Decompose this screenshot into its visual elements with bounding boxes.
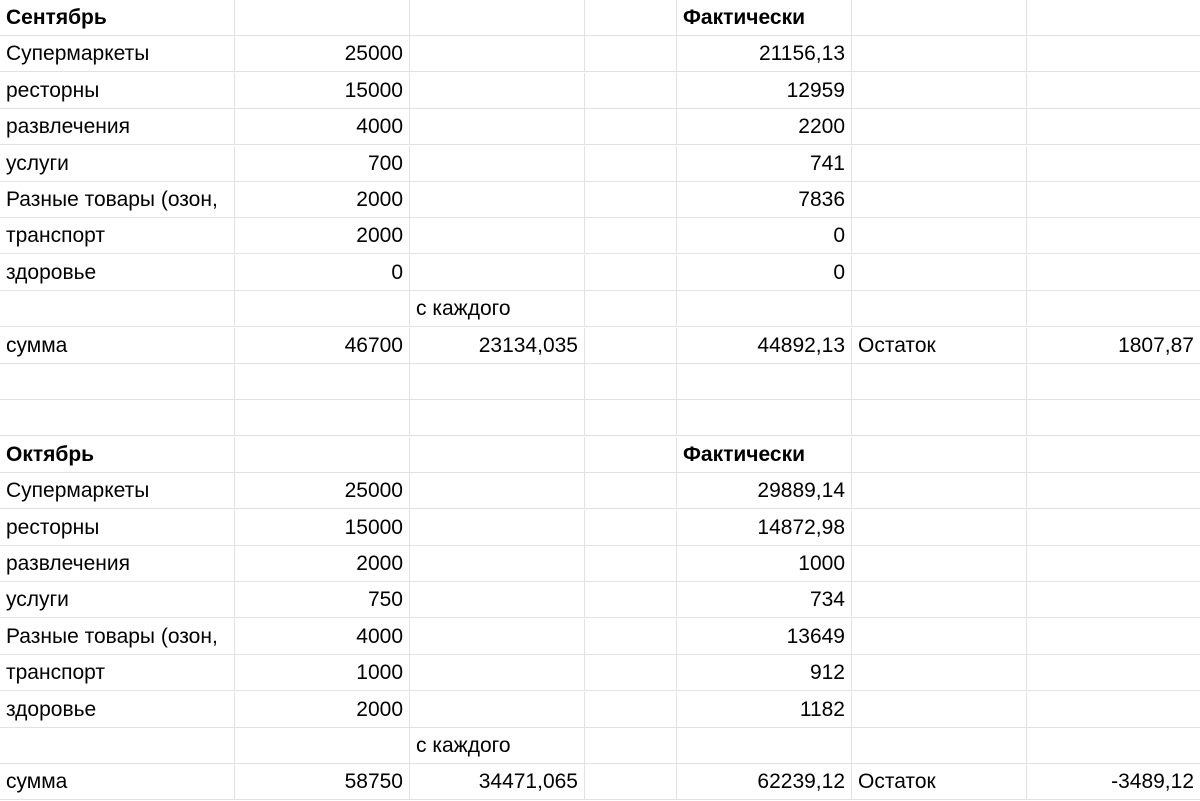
cell[interactable]: [0, 400, 235, 436]
cell[interactable]: [852, 546, 1027, 582]
plan-cell[interactable]: 1000: [235, 655, 410, 691]
cell[interactable]: [410, 692, 585, 728]
sheet-row: [0, 400, 1200, 437]
cell[interactable]: [852, 582, 1027, 618]
cell[interactable]: [585, 619, 677, 655]
sheet-row: [0, 728, 1200, 765]
sheet-row: [0, 328, 1200, 365]
cell[interactable]: [410, 400, 585, 436]
cell[interactable]: [585, 764, 677, 800]
sheet-row: [0, 291, 1200, 328]
sheet-row: [0, 582, 1200, 619]
plan-cell[interactable]: 2000: [235, 692, 410, 728]
cell[interactable]: [852, 364, 1027, 400]
plan-cell[interactable]: 4000: [235, 109, 410, 145]
cell[interactable]: [410, 218, 585, 254]
plan-cell[interactable]: 750: [235, 582, 410, 618]
sum-plan-cell[interactable]: 46700: [235, 328, 410, 364]
plan-cell[interactable]: 15000: [235, 73, 410, 109]
cell[interactable]: [585, 510, 677, 546]
cell[interactable]: [235, 0, 410, 36]
cell[interactable]: [410, 437, 585, 473]
plan-cell[interactable]: 2000: [235, 182, 410, 218]
cell[interactable]: [852, 291, 1027, 327]
cell[interactable]: [0, 728, 235, 764]
cell[interactable]: [0, 364, 235, 400]
month-header-cell[interactable]: Сентябрь: [0, 0, 235, 36]
cell[interactable]: [1027, 364, 1200, 400]
actual-cell[interactable]: 741: [677, 146, 852, 182]
cell[interactable]: [585, 182, 677, 218]
actual-cell[interactable]: 21156,13: [677, 36, 852, 72]
cell[interactable]: [410, 546, 585, 582]
actual-cell[interactable]: 1000: [677, 546, 852, 582]
plan-cell[interactable]: 0: [235, 255, 410, 291]
plan-cell[interactable]: 2000: [235, 218, 410, 254]
cell[interactable]: [585, 218, 677, 254]
cell[interactable]: [852, 109, 1027, 145]
sheet-row: [0, 218, 1200, 255]
cell[interactable]: [410, 255, 585, 291]
sum-actual-cell[interactable]: 62239,12: [677, 764, 852, 800]
cell[interactable]: [1027, 0, 1200, 36]
sheet-row: [0, 546, 1200, 583]
category-cell[interactable]: развлечения: [0, 109, 235, 145]
cell[interactable]: [852, 655, 1027, 691]
cell[interactable]: [410, 510, 585, 546]
sheet-row: [0, 437, 1200, 474]
actual-header-cell[interactable]: Фактически: [677, 437, 852, 473]
cell[interactable]: [677, 400, 852, 436]
cell[interactable]: [585, 36, 677, 72]
cell[interactable]: [585, 437, 677, 473]
cell[interactable]: [1027, 437, 1200, 473]
cell[interactable]: [585, 291, 677, 327]
plan-cell[interactable]: 15000: [235, 510, 410, 546]
cell[interactable]: [852, 73, 1027, 109]
cell[interactable]: [852, 437, 1027, 473]
sheet-row: [0, 36, 1200, 73]
sheet-row: [0, 655, 1200, 692]
category-cell[interactable]: ресторны: [0, 73, 235, 109]
cell[interactable]: [410, 146, 585, 182]
cell[interactable]: [852, 619, 1027, 655]
cell[interactable]: [852, 473, 1027, 509]
cell[interactable]: [585, 328, 677, 364]
actual-cell[interactable]: 13649: [677, 619, 852, 655]
cell[interactable]: [852, 182, 1027, 218]
cell[interactable]: [585, 728, 677, 764]
sheet-row: [0, 109, 1200, 146]
cell[interactable]: [585, 255, 677, 291]
category-cell[interactable]: Супермаркеты: [0, 36, 235, 72]
category-cell[interactable]: здоровье: [0, 692, 235, 728]
remainder-value-cell[interactable]: -3489,12: [1027, 764, 1200, 800]
actual-cell[interactable]: 0: [677, 218, 852, 254]
actual-cell[interactable]: 14872,98: [677, 510, 852, 546]
actual-cell[interactable]: 12959: [677, 73, 852, 109]
cell[interactable]: [1027, 546, 1200, 582]
actual-cell[interactable]: 29889,14: [677, 473, 852, 509]
cell[interactable]: [1027, 36, 1200, 72]
cell[interactable]: [585, 582, 677, 618]
cell[interactable]: [585, 655, 677, 691]
actual-cell[interactable]: 2200: [677, 109, 852, 145]
month-header-cell[interactable]: Октябрь: [0, 437, 235, 473]
sheet-row: [0, 255, 1200, 292]
cell[interactable]: [852, 400, 1027, 436]
sheet-row: [0, 764, 1200, 801]
cell[interactable]: [1027, 218, 1200, 254]
sheet-row: [0, 473, 1200, 510]
plan-cell[interactable]: 25000: [235, 36, 410, 72]
actual-cell[interactable]: 1182: [677, 692, 852, 728]
sheet-row: [0, 146, 1200, 183]
plan-cell[interactable]: 2000: [235, 546, 410, 582]
sheet-row: [0, 510, 1200, 547]
each-label-cell[interactable]: с каждого: [410, 291, 585, 327]
remainder-label-cell[interactable]: Остаток: [852, 764, 1027, 800]
cell[interactable]: [410, 36, 585, 72]
sum-actual-cell[interactable]: 44892,13: [677, 328, 852, 364]
cell[interactable]: [1027, 255, 1200, 291]
cell[interactable]: [1027, 510, 1200, 546]
cell[interactable]: [1027, 146, 1200, 182]
cell[interactable]: [585, 146, 677, 182]
cell[interactable]: [677, 364, 852, 400]
sheet-row: [0, 73, 1200, 110]
cell[interactable]: [1027, 400, 1200, 436]
cell[interactable]: [235, 400, 410, 436]
sum-label-cell[interactable]: сумма: [0, 328, 235, 364]
category-cell[interactable]: услуги: [0, 582, 235, 618]
category-cell[interactable]: Разные товары (озон,: [0, 182, 235, 218]
actual-cell[interactable]: 0: [677, 255, 852, 291]
cell[interactable]: [1027, 582, 1200, 618]
cell[interactable]: [1027, 109, 1200, 145]
category-cell[interactable]: Разные товары (озон,: [0, 619, 235, 655]
cell[interactable]: [235, 437, 410, 473]
plan-cell[interactable]: 25000: [235, 473, 410, 509]
cell[interactable]: [410, 109, 585, 145]
cell[interactable]: [852, 146, 1027, 182]
cell[interactable]: [852, 728, 1027, 764]
cell[interactable]: [0, 291, 235, 327]
cell[interactable]: [585, 364, 677, 400]
remainder-label-cell[interactable]: Остаток: [852, 328, 1027, 364]
cell[interactable]: [585, 0, 677, 36]
cell[interactable]: [1027, 291, 1200, 327]
cell[interactable]: [1027, 692, 1200, 728]
cell[interactable]: [410, 0, 585, 36]
sheet-row: [0, 0, 1200, 37]
cell[interactable]: [235, 728, 410, 764]
category-cell[interactable]: развлечения: [0, 546, 235, 582]
sheet-row: [0, 619, 1200, 656]
cell[interactable]: [1027, 182, 1200, 218]
sum-each-cell[interactable]: 23134,035: [410, 328, 585, 364]
sheet-row: [0, 182, 1200, 219]
sum-plan-cell[interactable]: 58750: [235, 764, 410, 800]
cell[interactable]: [410, 182, 585, 218]
cell[interactable]: [585, 73, 677, 109]
cell[interactable]: [1027, 73, 1200, 109]
actual-cell[interactable]: 7836: [677, 182, 852, 218]
cell[interactable]: [852, 0, 1027, 36]
cell[interactable]: [585, 400, 677, 436]
actual-header-cell[interactable]: Фактически: [677, 0, 852, 36]
cell[interactable]: [1027, 728, 1200, 764]
cell[interactable]: [585, 546, 677, 582]
cell[interactable]: [852, 218, 1027, 254]
cell[interactable]: [852, 36, 1027, 72]
cell[interactable]: [1027, 655, 1200, 691]
category-cell[interactable]: Супермаркеты: [0, 473, 235, 509]
cell[interactable]: [235, 364, 410, 400]
remainder-value-cell[interactable]: 1807,87: [1027, 328, 1200, 364]
cell[interactable]: [677, 728, 852, 764]
sum-label-cell[interactable]: сумма: [0, 764, 235, 800]
sheet-row: [0, 364, 1200, 401]
cell[interactable]: [585, 692, 677, 728]
category-cell[interactable]: ресторны: [0, 510, 235, 546]
cell[interactable]: [585, 473, 677, 509]
cell[interactable]: [1027, 619, 1200, 655]
cell[interactable]: [585, 109, 677, 145]
sheet-row: [0, 692, 1200, 729]
cell[interactable]: [1027, 473, 1200, 509]
sum-each-cell[interactable]: 34471,065: [410, 764, 585, 800]
actual-cell[interactable]: 734: [677, 582, 852, 618]
category-cell[interactable]: транспорт: [0, 655, 235, 691]
cell[interactable]: [410, 73, 585, 109]
cell[interactable]: [410, 619, 585, 655]
cell[interactable]: [852, 510, 1027, 546]
cell[interactable]: [677, 291, 852, 327]
cell[interactable]: [235, 291, 410, 327]
each-label-cell[interactable]: с каждого: [410, 728, 585, 764]
cell[interactable]: [410, 473, 585, 509]
cell[interactable]: [852, 255, 1027, 291]
category-cell[interactable]: здоровье: [0, 255, 235, 291]
cell[interactable]: [410, 655, 585, 691]
plan-cell[interactable]: 700: [235, 146, 410, 182]
cell[interactable]: [410, 582, 585, 618]
plan-cell[interactable]: 4000: [235, 619, 410, 655]
cell[interactable]: [852, 692, 1027, 728]
cell[interactable]: [410, 364, 585, 400]
category-cell[interactable]: транспорт: [0, 218, 235, 254]
category-cell[interactable]: услуги: [0, 146, 235, 182]
actual-cell[interactable]: 912: [677, 655, 852, 691]
